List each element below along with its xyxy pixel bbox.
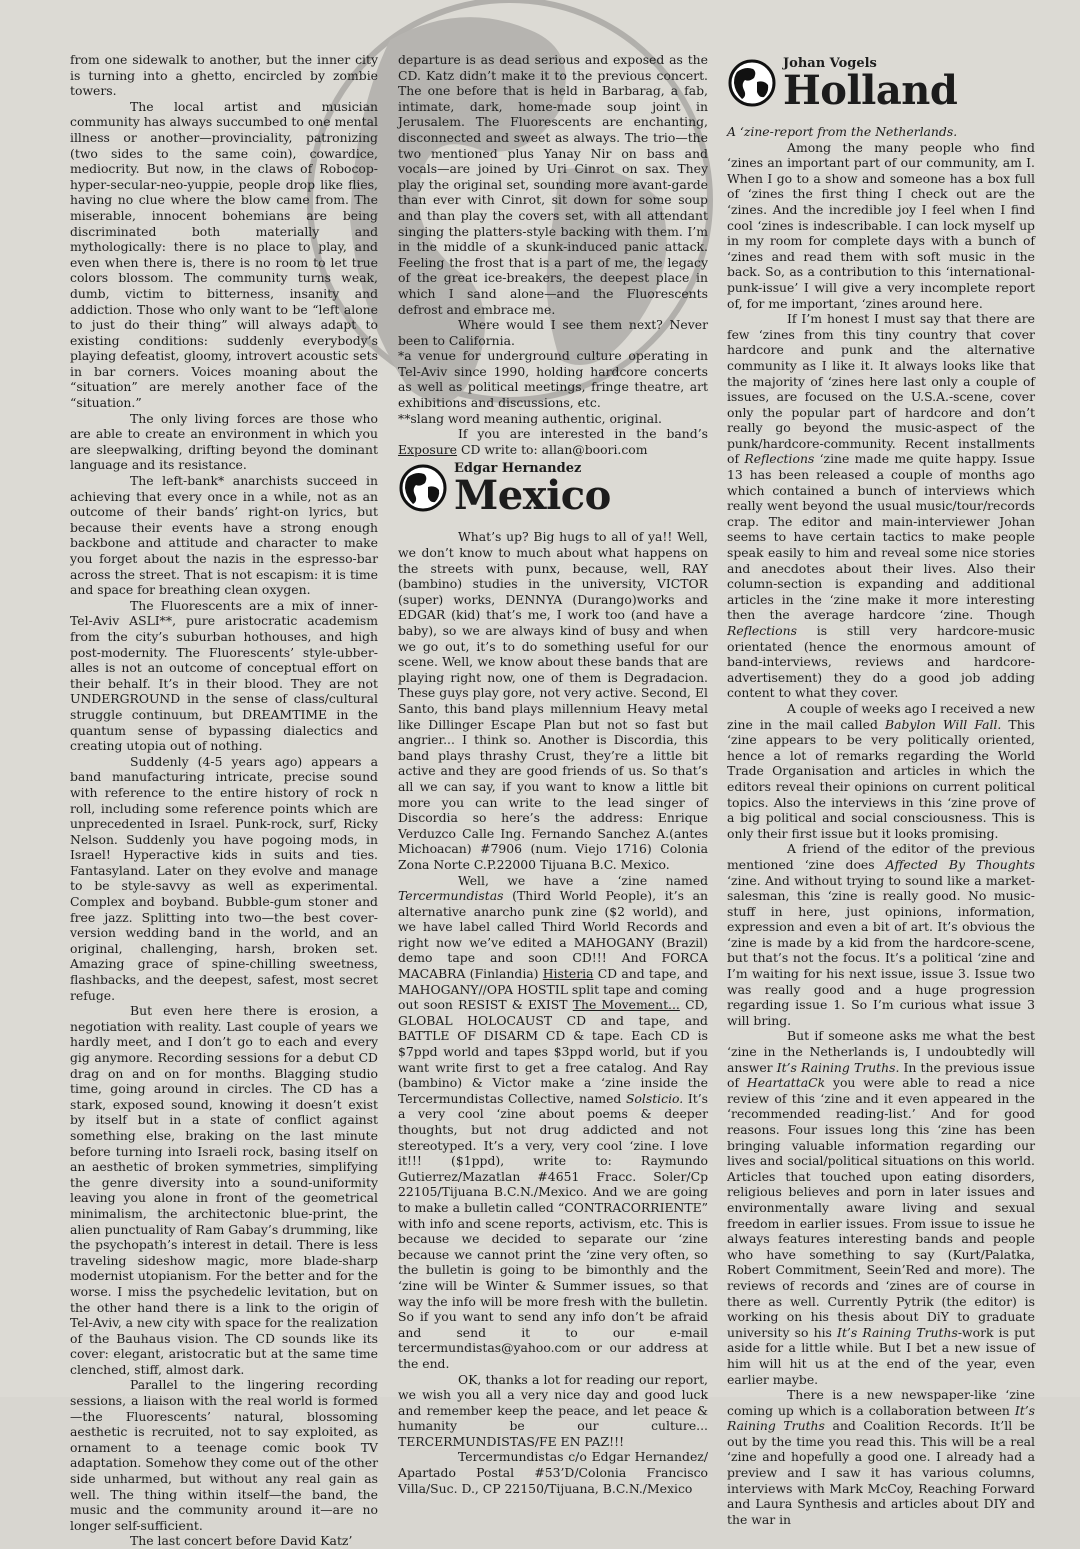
paragraph [727,701,1035,841]
text-run: But if someone asks me what the best ‘zine in the Netherlands is, I undoubtedly will answer [727,1028,1035,1075]
text-run: There is a new newspaper-like ‘zine coming up which is a collaboration between [727,1387,1035,1418]
column-right [727,52,1036,1527]
footnote: **slang word meaning authentic, original. [398,410,662,426]
globe-icon [398,463,448,513]
album-title: Histeria [542,966,594,982]
zine-title: Reflections [727,623,797,638]
text-run: It’s a very cool ‘zine about poems & deeper thoughts, but not drug addicted and not stereotyped. It’s a very, very cool ‘zine. I love it!!! ($1ppd), write to: Raymundo Gutierrez/Mazatlan #4651 Fracc. Soler/Cp 22105/Tijuana B.C.N./Mexico. And we are going to make a bulletin called “CONTRACORRIENTE” with info and scene reports, activism, etc. This is because we decided to separate our ‘zine because we cannot print the ‘zine very often, so the bulletin is going to be bimonthly and the ‘zine will be Winter & Summer issues, so that way the info will be more fresh with the bulletin. So if you want to send any info don’t be afraid and send it to our e-mail tercermundistas@yahoo.com or our address at the end. [398,1090,708,1371]
section-author: Edgar Hernandez [454,461,582,477]
zine-title: Tercermundistas [398,888,504,904]
paragraph: OK, thanks a lot for reading our report, we wish you all a very nice day and good luck and remember keep the peace, and let peace & humanity be our culture... TERCERMUNDISTAS/FE EN PAZ!!! [398,1371,708,1449]
text-run: you were able to read a nice review of this ‘zine and it even appeared in the ‘recommended reading-list.’ And for good reasons. Four issues long this ‘zine has been bringing valuable information regarding our lives and social/political situations on this world. Articles that touched upon eating disorders, religious believes and porn in later issues and environmentally aware living and sexual freedom in earlier issues. From issue to issue he always features interesting bands and people who have something to say (Kurt/Palatka, Robert Commitment, Seein’Red and more). The reviews of records and ‘zines are of course in there as well. Currently Pytrik (the editor) is working on his thesis about DiY to graduate university so his [727,1075,1035,1340]
mexico-header [398,461,708,521]
zine-title: It’s Raining Truths [837,1324,958,1340]
paragraph: The only living forces are those who are able to create an environment in which you are sleepwalking, drifting beyond the dominant language and its resistance. [70,410,378,473]
paragraph [727,841,1035,1028]
text-run: If I’m honest I must say that there are few ‘zines from this tiny country that cover hardcore and punk and the alternative community as I like it. It always looks like that the majority of ‘zines here last only a couple of issues, are focused on the U.S.A.-scene, cover only the popular part of hardcore and don’t really go beyond the music-aspect of the punk/hardcore-community. Recent installments of [727,311,1035,467]
paragraph: Suddenly (4-5 years ago) appears a band manufacturing intricate, precise sound with reference to the entire history of rock n roll, including some reference points which are unprecedented in Israel. Punk-rock, surf, Ricky Nelson. Suddenly you have pogoing mods, in Israel! Hyperactive kids in suits and ties. Fantasyland. Later on they evolve and manage to be style-savvy as well as experimental. Complex and boyband. Bubble-gum stoner and free jazz. Splitting into two—the best cover-version wedding band in the world, and an original, challenging, harsh, broken set. Amazing grace of spine-chilling sweetness, flashbacks, and the deepest, safest, most secret refuge. [70,753,378,1003]
footnote: *a venue for underground culture operating in Tel-Aviv since 1990, holding hardcore concerts as well as political meetings, fringe theatre, art exhibitions and discussions, etc. [398,348,708,411]
text-run: In the previous issue of [727,1059,1035,1091]
paragraph: The Fluorescents are a mix of inner-Tel-Aviv ASLI**, pure aristocratic academism from the city’s suburban hothouses, and high post-modernity. The Fluorescents’ style-ubber-alles is not an outcome of conceptual effort on their behalf. It’s in their blood. They are not UNDERGROUND in the sense of class/cultural struggle continuum, but DREAMTIME in the quantum sense of bypassing dialectics and creating utopia out of nothing. [70,597,378,754]
paragraph [398,873,708,1372]
zine-title: It’s Raining Truths [727,1402,1035,1434]
text-run: Well, we have a ‘zine named [458,872,708,888]
text-run: -work is put aside for a little while. But I bet a new issue of him will hit us at the end of the year, even earlier maybe. [727,1324,1035,1387]
zine-title: HeartattaCk [746,1075,826,1091]
paragraph: Among the many people who find ‘zines an important part of our community, am I. When I go to a show and someone has a box full of ‘zines the first thing I check out are the ‘zines. And the incredible joy I feel when I find cool ‘zines is indescribable. I can lock myself up in my room for complete days with a bunch of ‘zines and read them with soft music in the back. So, as a contribution to this ‘international-punk-issue’ I will give a very incomplete report of, for me important, ‘zines around here. [727,139,1035,311]
paragraph [727,1028,1035,1387]
zine-title: Babylon Will Fall. [884,716,1002,732]
text-run: (Third World People), it’s an alternative anarcho punk zine ($2 world), and we have label called Third World Records and right now we’ve edited a MAHOGANY (Brazil) demo tape and soon CD!!! And FORCA MACABRA (Finlandia) [398,888,708,982]
section-title: Holland [783,67,958,114]
column-middle [398,52,708,1496]
zine-title: Reflections [744,451,815,467]
section-subtitle: A ‘zine-report from the Netherlands. [727,124,958,139]
text-run: This ‘zine appears to be very politically oriented, hence a lot of remarks regarding the World Trade Organisation and articles in which the editors reveal their opinions on current political topics. Also the interviews in this ‘zine prove of a big political and social consciousness. This is only their first issue but it looks promising. [727,716,1035,841]
paragraph [727,1387,1035,1527]
text-run: CD and tape, and MAHOGANY//OPA HOSTIL split tape and coming out soon RESIST & EXIST [398,966,708,1013]
text-run: and Coalition Records. It’ll be out by the time you read this. This will be a real ‘zine and hopefully a good one. I already had a preview and I saw it has various columns, interviews with Mark McCoy, Reaching Forward and Laura Synthesis and articles about DIY and the war in [727,1418,1036,1527]
paragraph: The last concert before David Katz’ [130,1533,353,1549]
column-left [70,52,378,1549]
paragraph: But even here there is erosion, a negotiation with reality. Last couple of years we hardly meet, and I don’t go to each and every gig anymore. Recording sessions for a debut CD drag on and on for months. Blagging studio time, going around in circles. The CD has a stark, exposed sound, knowing it doesn’t exist by itself but in a state of conflict against something else, braking on the last minute before turning into Israeli rock, basing itself on an aesthetic of broken symmetries, simplifying the genre diversity into a sound-uniformity leaving you alone in front of the geometrical minimalism, the architectonic blue-print, the alien punctuality of Ram Gabay’s drumming, like the psychopath’s interest in detail. There is less traveling sideshow magic, more blade-sharp modernist utopianism. For the better and for the worse. I miss the psychedelic levitation, but on the other hand there is a link to the origin of Tel-Aviv, a new city with space for the realization of the Bauhaus vision. The CD sounds like its cover: elegant, aristocratic but at the same time clenched, stiff, almost dark. [70,1003,378,1377]
globe-icon [727,58,777,108]
section-author: Johan Vogels [783,56,877,71]
paragraph: from one sidewalk to another, but the inner city is turning into a ghetto, encircled by zombie towers. [70,52,378,99]
paragraph: Where would I see them next? Never been to California. [398,317,708,348]
exposure-suffix: CD write to: allan@boori.com [457,441,648,457]
paragraph: The local artist and musician community has always succumbed to one mental illness or another—provinciality, patronizing (two sides to the same coin), cowardice, mediocrity. But now, in the claws of Robocop-hyper-secular-neo-yuppie, people drop like flies, having no clue where the blow came from. The miserable, innocent bohemians are being discriminated both materially and mythologically: there is no place to play, and even when there is, there is no room to let true colors blossom. The community turns weak, dumb, victim to bitterness, insanity and addiction. Those who only want to be “left alone to just do their thing” will always adapt to existing conditions: suddenly everybody’s playing defeatist, gloomy, introvert acoustic sets in bar corners. Voices moaning about the “situation” are merely another face of the “situation.” [70,98,378,411]
text-run: CD, GLOBAL HOLOCAUST CD and tape, and BATTLE OF DISARM CD & tape. Each CD is $7ppd world and tapes $3ppd world, but if you want write first to get a free catalog. And Ray (bambino) & Victor make a ‘zine inside the Tercermundistas Collective, named [398,997,708,1106]
text-run: A couple of weeks ago I received a new zine in the mail called [727,700,1035,732]
text-run: ‘zine made me quite happy. Issue 13 has been released a couple of months ago which contained a bunch of interviews which really went beyond the usual music/tour/records crap. The editor and main-interviewer Johan seems to have certain tactics to make people speak easily to him and reveal some nice stories and anecdotes about their lives. Also their column-section is expanding and additional articles in the ‘zine make it more interesting then the average hardcore ‘zine. Though [727,451,1035,623]
address: Tercermundistas c/o Edgar Hernandez/ Apartado Postal #53’D/Colonia Francisco Villa/Suc. D., CP 22150/Tijuana, B.C.N./Mexico [398,1449,708,1496]
zine-title: Solsticio. [625,1090,684,1106]
paragraph: departure is as dead serious and exposed as the CD. Katz didn’t make it to the previous concert. The one before that is held in Barbarag, a fab, intimate, dark, home-made soup joint in Jerusalem. The Fluorescents are enchanting, disconnected and sweet as always. The trio—the two mentioned plus Yanay Nir on bass and vocals—are joined by Uri Cinrot on sax. They play the original set, sounding more avant-garde than ever with Cinrot, sit down for some soup and than play the covers set, with all attendant singing the platters-style backing with them. I’m in the middle of a skunk-induced panic attack. Feeling the frost that is a part of me, the legacy of the great ice-breakers, the deepest place in which I sand alone—and the Fluorescents defrost and embrace me. [398,52,708,317]
album-title: The Movement... [572,997,680,1013]
paragraph [398,426,708,457]
paragraph: The left-bank* anarchists succeed in achieving that every once in a while, not as an outcome of their bands’ right-on lyrics, but because their events have a strong enough backbone and attitude and character to make you forget about the nazis in the espresso-bar across the street. That is not escapism: it is time and space for breathing clean oxygen. [70,473,378,598]
paragraph: Parallel to the lingering recording sessions, a liaison with the real world is formed—the Fluorescents’ natural, blossoming aesthetic is recruited, not to say exploited, as ornament to a teenage comic book TV adaptation. Somehow they come out of the other side unharmed, but without any real gain as well. The thing within itself—the band, the music and the community around it—are no longer self-sufficient. [70,1377,378,1533]
text-run: ‘zine. And without trying to sound like a market-salesman, this ‘zine is really good. No music-stuff in here, just opinions, information, expression and even a bit of art. It’s obvious the ‘zine is made by a kid from the hardcore-scene, but that’s not the focus. It’s a political ‘zine and I’m waiting for his next issue, issue 3. Issue two was really good and a huge progression regarding issue 1. So I’m curious what issue 3 will bring. [727,872,1035,1028]
exposure-title: Exposure [398,441,458,457]
paragraph [727,311,1035,701]
exposure-prefix: If you are interested in the band’s [458,426,708,442]
text-run: A friend of the editor of the previous mentioned ‘zine does [727,841,1035,872]
section-title: Mexico [454,472,611,520]
paragraph: What’s up? Big hugs to all of ya!! Well, we don’t know to much about what happens on the streets with punx, because, well, RAY (bambino) studies in the university, VICTOR (super) works, DENNYA (Durango)works and EDGAR (kid) that’s me, I work too (and have a baby), so we are always kind of busy and when we go out, it’s to do something useful for our scene. Well, we know about these bands that are playing right now, one of them is Degradacion. These guys play gore, not very active. Second, El Santo, this band plays millennium Heavy metal like Dillinger Escape Plan but not so fast but angrier... I think so. Another is Discordia, this band plays thrashy Crust, they’re a little bit active and they are good friends of us. So that’s all we can say, if you want to know a little bit more you can write to the lead singer of Discordia so here’s the address: Enrique Verduzco Calle Ing. Fernando Sanchez A.(antes Michoacan) #7906 (num. Viejo 1716) Colonia Zona Norte C.P.22000 Tijuana B.C. Mexico. [398,529,708,872]
zine-title: It’s Raining Truths. [776,1059,900,1075]
holland-header [727,56,1035,116]
zine-title: Affected By Thoughts [885,856,1035,872]
text-run: is still very hardcore-music orientated (hence the enormous amount of band-interviews, reviews and hardcore-advertisement) they do a good job adding content to what they cover. [727,623,1035,701]
